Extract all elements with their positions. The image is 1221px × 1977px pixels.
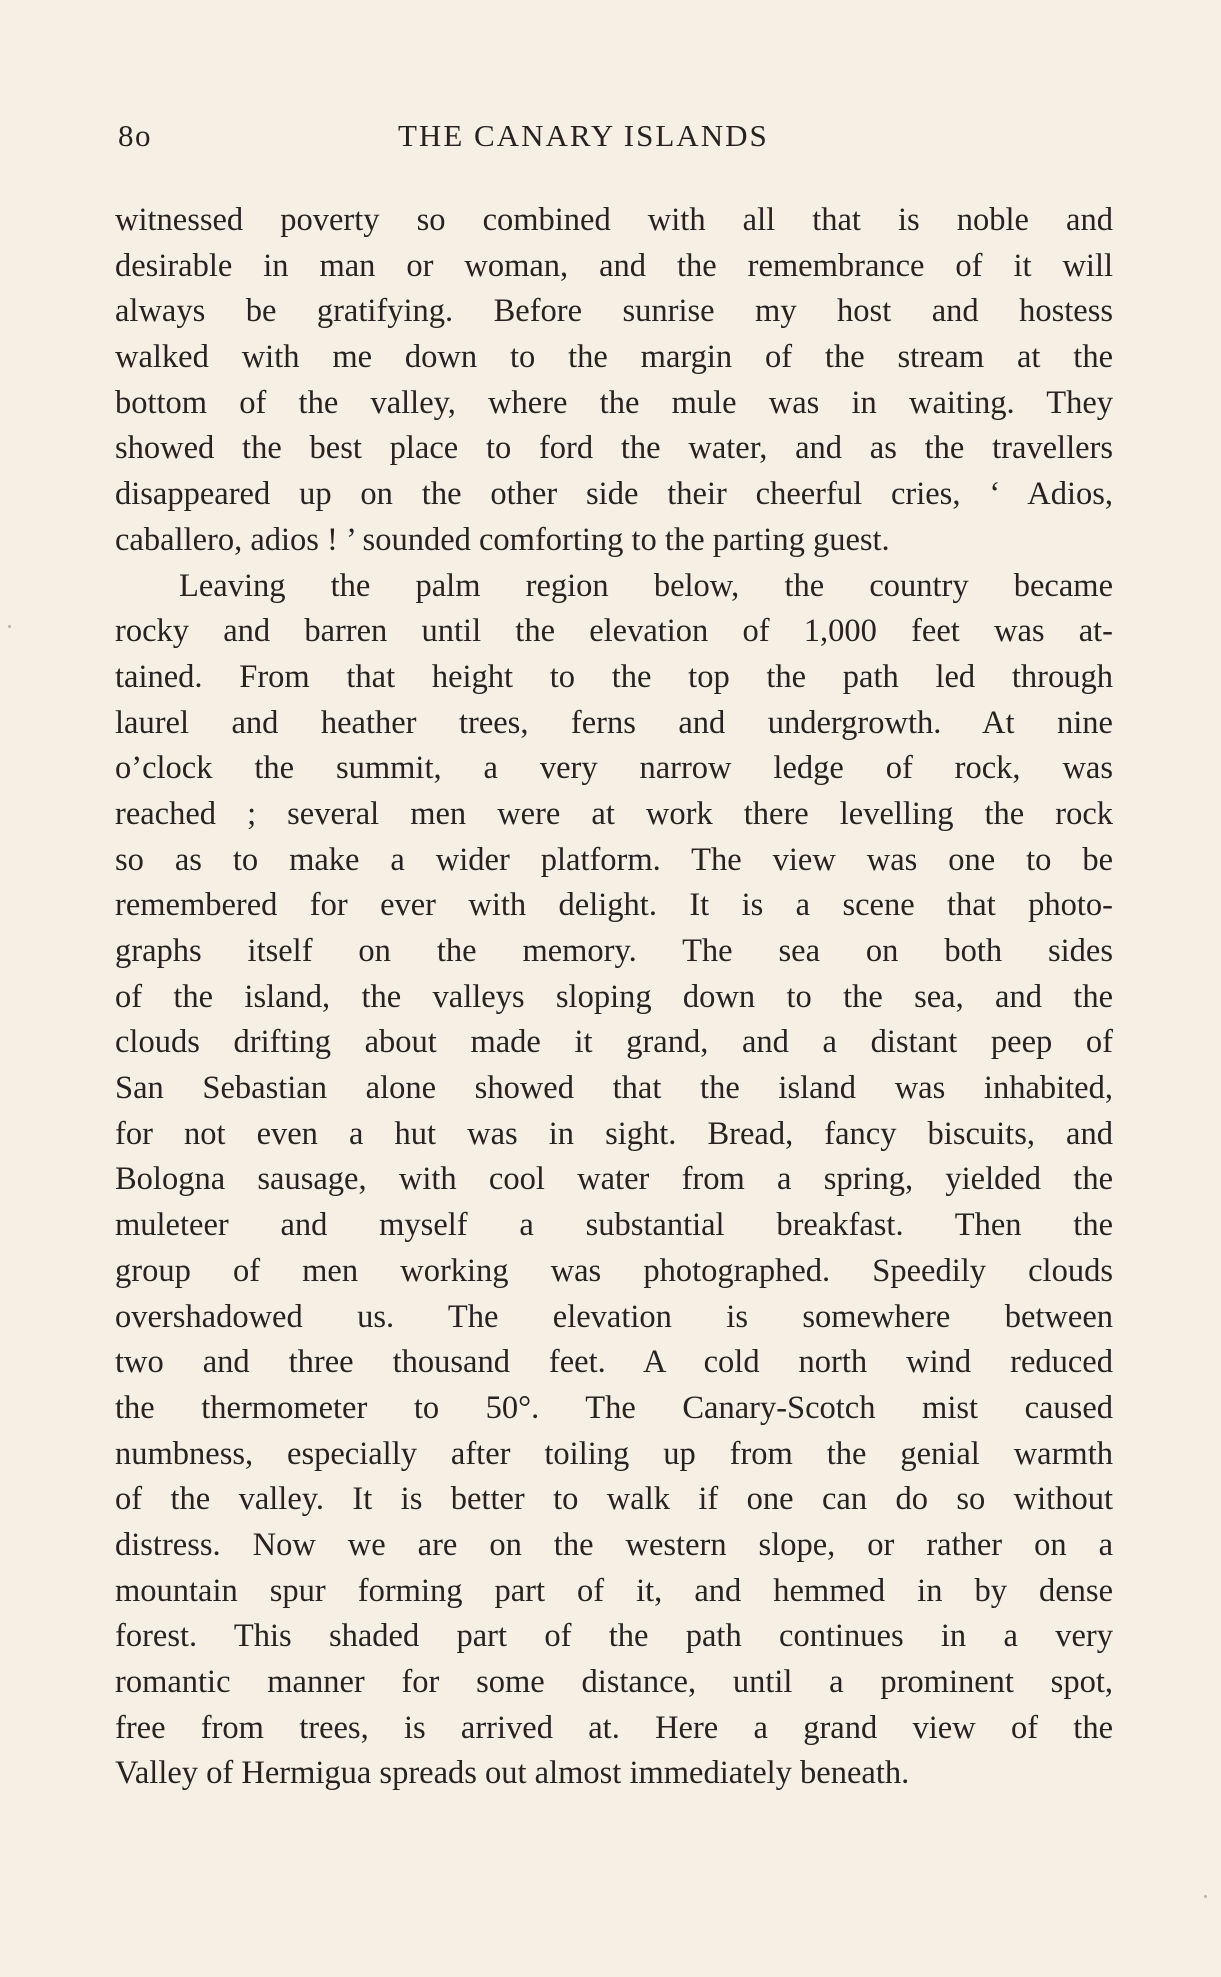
text-line: walked with me down to the margin of the stream at the xyxy=(115,339,1113,376)
text-line: showed the best place to ford the water, and as the travellers xyxy=(115,430,1113,467)
text-line: two and three thousand feet. A cold north wind reduced xyxy=(115,1344,1113,1381)
text-line: always be gratifying. Before sunrise my host and hostess xyxy=(115,293,1113,330)
text-line: Valley of Hermigua spreads out almost immediately beneath. xyxy=(115,1755,910,1792)
text-line: laurel and heather trees, ferns and undergrowth. At nine xyxy=(115,704,1113,741)
text-line: reached ; several men were at work there levelling the rock xyxy=(115,795,1113,832)
text-line: for not even a hut was in sight. Bread, fancy biscuits, and xyxy=(115,1115,1113,1152)
text-line: free from trees, is arrived at. Here a grand view of the xyxy=(115,1709,1113,1746)
text-line: desirable in man or woman, and the remembrance of it will xyxy=(115,247,1113,284)
page-number: 8o xyxy=(118,118,152,153)
text-line: Leaving the palm region below, the country became xyxy=(179,567,1113,604)
text-line: o’clock the summit, a very narrow ledge of rock, was xyxy=(115,750,1113,787)
text-line: tained. From that height to the top the path led through xyxy=(115,658,1113,695)
text-line: of the valley. It is better to walk if one can do so without xyxy=(115,1481,1113,1518)
running-head: THE CANARY ISLANDS xyxy=(398,118,769,153)
paper-speck xyxy=(8,625,11,628)
text-line: overshadowed us. The elevation is somewhere between xyxy=(115,1298,1113,1335)
text-line: the thermometer to 50°. The Canary-Scotch mist caused xyxy=(115,1389,1113,1426)
text-line: caballero, adios ! ’ sounded comforting to the parting guest. xyxy=(115,521,890,558)
text-line: muleteer and myself a substantial breakfast. Then the xyxy=(115,1207,1113,1244)
text-line: group of men working was photographed. Speedily clouds xyxy=(115,1252,1113,1289)
text-line: remembered for ever with delight. It is a scene that photo- xyxy=(115,887,1113,924)
text-line: distress. Now we are on the western slope, or rather on a xyxy=(115,1526,1113,1563)
text-line: graphs itself on the memory. The sea on both sides xyxy=(115,933,1113,969)
text-line: disappeared up on the other side their cheerful cries, ‘ Adios, xyxy=(115,476,1113,513)
text-line: San Sebastian alone showed that the island was inhabited, xyxy=(115,1070,1113,1107)
text-line: rocky and barren until the elevation of 1,000 feet was at- xyxy=(115,613,1113,650)
text-line: so as to make a wider platform. The view was one to be xyxy=(115,841,1113,878)
text-line: Bologna sausage, with cool water from a spring, yielded the xyxy=(115,1161,1113,1198)
text-line: clouds drifting about made it grand, and a distant peep of xyxy=(115,1024,1113,1061)
text-line: forest. This shaded part of the path continues in a very xyxy=(115,1618,1113,1655)
paper-speck xyxy=(1204,1895,1207,1898)
text-line: numbness, especially after toiling up from the genial warmth xyxy=(115,1435,1113,1472)
text-line: bottom of the valley, where the mule was in waiting. They xyxy=(115,384,1113,421)
text-line: of the island, the valleys sloping down to the sea, and the xyxy=(115,978,1113,1015)
text-line: romantic manner for some distance, until a prominent spot, xyxy=(115,1664,1113,1700)
page-header xyxy=(118,118,1102,162)
text-line: witnessed poverty so combined with all that is noble and xyxy=(115,202,1113,238)
text-line: mountain spur forming part of it, and hemmed in by dense xyxy=(115,1572,1113,1609)
body-text xyxy=(115,198,1113,1797)
